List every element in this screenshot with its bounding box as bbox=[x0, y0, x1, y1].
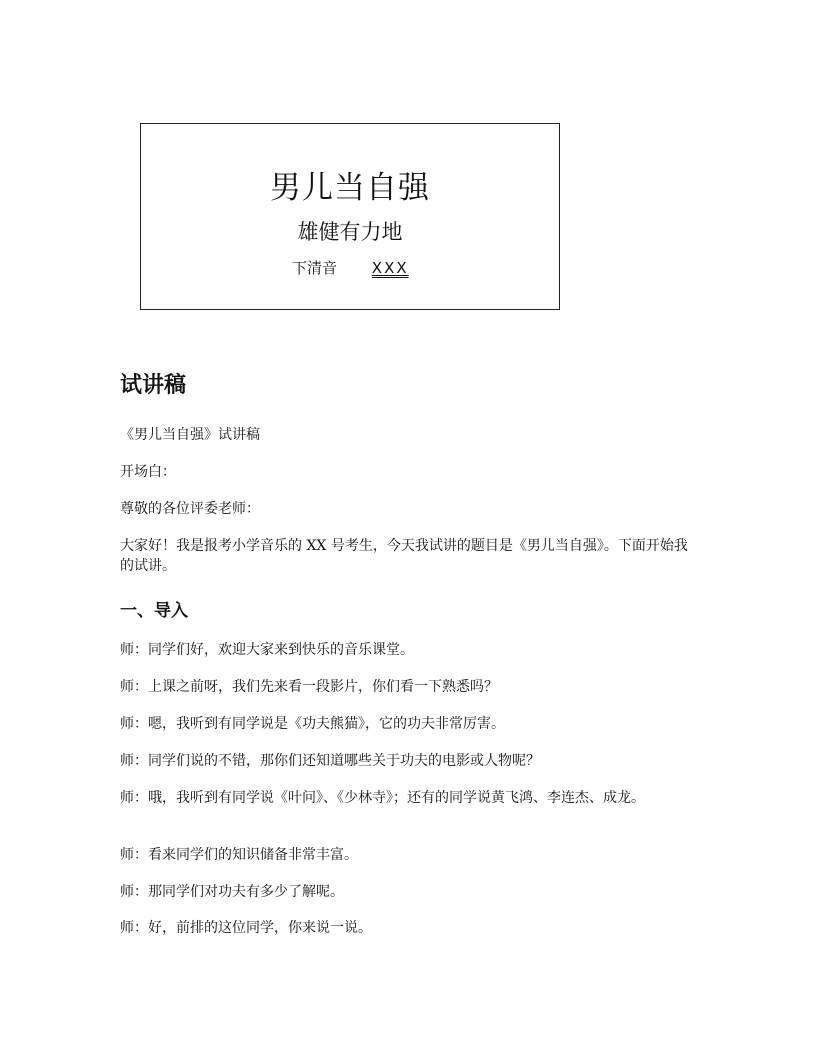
credit-name: XXX bbox=[371, 259, 409, 277]
paragraph-salutation: 尊敬的各位评委老师： bbox=[120, 501, 260, 517]
paragraph-teacher-line: 师：同学们好，欢迎大家来到快乐的音乐课堂。 bbox=[120, 642, 414, 658]
score-header-box bbox=[140, 123, 560, 310]
score-title: 男儿当自强 bbox=[270, 170, 430, 206]
paragraph-teacher-line: 师：同学们说的不错，那你们还知道哪些关于功夫的电影或人物呢？ bbox=[120, 753, 540, 769]
paragraph-teacher-line: 师：上课之前呀，我们先来看一段影片，你们看一下熟悉吗？ bbox=[120, 679, 498, 695]
paragraph-teacher-line: 师：好，前排的这位同学，你来说一说。 bbox=[120, 920, 372, 936]
paragraph-teacher-line: 师：嗯，我听到有同学说是《功夫熊猫》，它的功夫非常厉害。 bbox=[120, 716, 505, 732]
paragraph-teacher-line: 师：那同学们对功夫有多少了解呢。 bbox=[120, 884, 344, 900]
document-heading: 试讲稿 bbox=[120, 373, 187, 398]
score-tempo-marking: 雄健有力地 bbox=[297, 220, 403, 244]
paragraph-lesson-title: 《男儿当自强》试讲稿 bbox=[120, 427, 260, 443]
paragraph-introduction: 大家好！我是报考小学音乐的 XX 号考生，今天我试讲的题目是《男儿当自强》。下面开始我的试讲。 bbox=[120, 538, 688, 574]
paragraph-teacher-line: 师：哦，我听到有同学说《叶问》、《少林寺》；还有的同学说黄飞鸿、李连杰、成龙。 bbox=[120, 790, 645, 806]
paragraph-opening-label: 开场白： bbox=[120, 464, 176, 480]
paragraph-teacher-line: 师：看来同学们的知识储备非常丰富。 bbox=[120, 847, 358, 863]
section-heading-intro: 一、导入 bbox=[120, 601, 188, 621]
score-credit bbox=[292, 257, 409, 278]
credit-role: 下清音 bbox=[292, 259, 338, 277]
